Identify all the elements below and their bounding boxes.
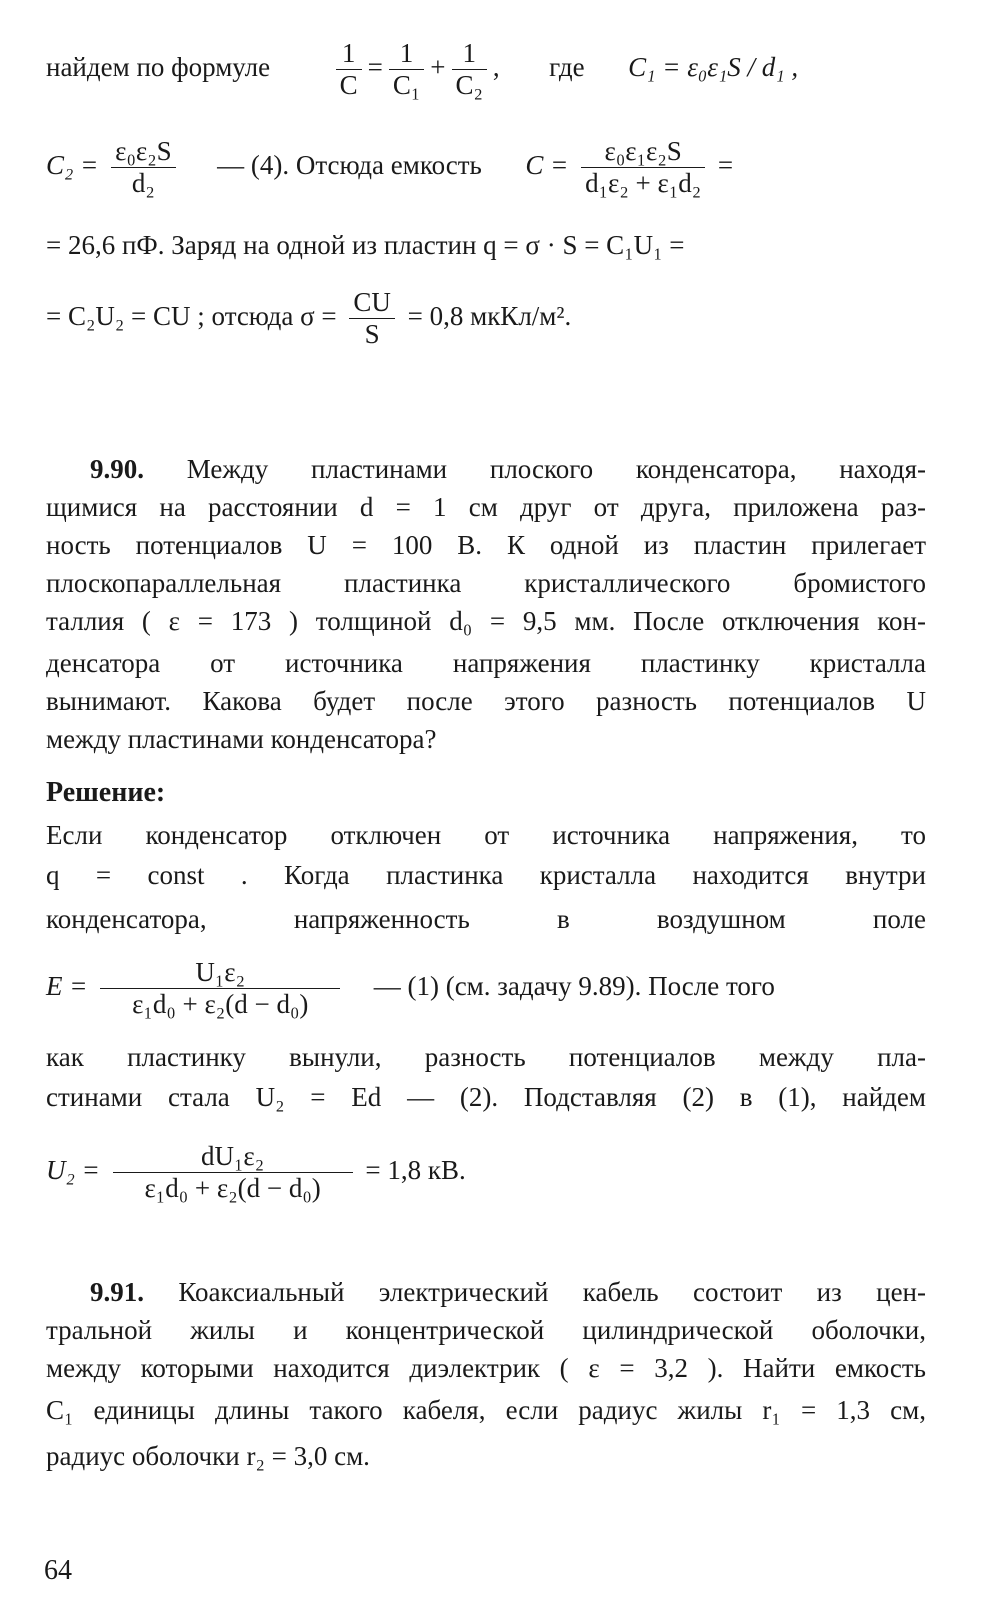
fraction-c: $\frac{\text{ε₀ε₁ε₂S}}{\text{d₁ε₂ + ε₁d₂}}$ [581, 136, 705, 199]
charge-text: = 26,6 пФ. Заряд на одной из пластин q = σ · S = C₁U₁ = [46, 230, 685, 260]
fraction-c2: $\frac{\text{ε₀ε₂S}}{\text{d₂}}$ [111, 136, 176, 199]
problem-990-line-8: между пластинами конденсатора? [46, 724, 437, 754]
problem-991-line-4: C₁ единицы длины такого кабеля, если радиус жилы r₁ = 1,3 см, [46, 1395, 926, 1425]
e-tail-text: — (1) (см. задачу 9.89). После того [373, 971, 775, 1001]
problem-991-line-5: радиус оболочки r₂ = 3,0 см. [46, 1441, 370, 1471]
formula-line-2 [46, 128, 926, 202]
problem-990-line-5: таллия ( ε = 173 ) толщиной d₀ = 9,5 мм. После отключения кон- [46, 606, 926, 636]
problem-990-line-1: 9.90. Между пластинами плоского конденсатора, находя- [90, 454, 927, 484]
c-tail: = [717, 150, 734, 180]
formula-line-1: найдем по формуле $\frac{1}{C}$ = $\frac{1}{\text{C₁}}$ + $\frac{1}{\text{C₂}}$ , где C₁ = ε₀ε₁S / d₁ , [46, 38, 799, 101]
problem-991-line-2: тральной жилы и концентрической цилиндрической оболочки, [46, 1315, 926, 1345]
solution-line-4: как пластинку вынули, разность потенциалов между пла- [46, 1042, 926, 1072]
solution-line-5: стинами стала U₂ = Ed — (2). Подставляя (2) в (1), найдем [46, 1082, 926, 1112]
problem-990-line-7: вынимают. Какова будет после этого разность потенциалов U [46, 686, 926, 716]
e-lhs: E = [46, 971, 88, 1001]
solution-line-2: q = const . Когда пластинка кристалла находится внутри [46, 860, 926, 890]
problem-991-line-1: 9.91. Коаксиальный электрический кабель состоит из цен- [90, 1277, 927, 1307]
sigma-value: = 0,8 мкКл/м². [407, 301, 572, 331]
solution-heading: Решение: [46, 777, 166, 808]
solution-line-1: Если конденсатор отключен от источника напряжения, то [46, 820, 926, 850]
e-field-formula [46, 946, 926, 1026]
solution-line-3: конденсатора, напряженность в воздушном поле [46, 904, 926, 934]
problem-990-line-3: ность потенциалов U = 100 В. К одной из пластин прилегает [46, 530, 926, 560]
fraction-1-over-c: $\frac{1}{C}$ [336, 38, 362, 101]
sigma-lhs: = C₂U₂ = CU ; отсюда σ = [46, 301, 337, 331]
problem-990-line-6: денсатора от источника напряжения пластинку кристалла [46, 648, 926, 678]
u2-formula [46, 1130, 926, 1210]
u2-lhs: U₂ = [46, 1155, 100, 1185]
problem-990-line-4: плоскопараллельная пластинка кристаллического бромистого [46, 568, 926, 598]
u2-value: = 1,8 кВ. [365, 1155, 466, 1185]
problem-991-line-3: между которыми находится диэлектрик ( ε = 3,2 ). Найти емкость [46, 1353, 926, 1383]
c-lhs: C = [525, 150, 569, 180]
charge-line [46, 228, 926, 262]
where-word: где [549, 52, 585, 82]
fraction-1-over-c2: $\frac{1}{\text{C₂}}$ [452, 38, 487, 101]
c1-expression: C₁ = ε₀ε₁S / d₁ , [628, 52, 799, 82]
c2-lhs: C₂ = [46, 150, 99, 180]
sigma-line [46, 280, 926, 352]
problem-990-line-2: щимися на расстоянии d = 1 см друг от друга, приложена раз- [46, 492, 926, 522]
fraction-e: $\frac{\text{U₁ε₂}}{\text{ε₁d₀ + ε₂(d − d₀)}}$ [100, 957, 340, 1020]
fraction-1-over-c1: $\frac{1}{\text{C₁}}$ [389, 38, 424, 101]
problem-number: 9.91. [90, 1277, 144, 1307]
problem-number: 9.90. [90, 454, 144, 484]
fraction-u2: $\frac{\text{dU₁ε₂}}{\text{ε₁d₀ + ε₂(d − d₀)}}$ [113, 1141, 353, 1204]
fraction-sigma: $\frac{CU}{S}$ [349, 287, 395, 350]
formula-intro-text: найдем по формуле [46, 52, 271, 82]
page-number: 64 [44, 1555, 72, 1586]
eq4-text: — (4). Отсюда емкость [217, 150, 482, 180]
